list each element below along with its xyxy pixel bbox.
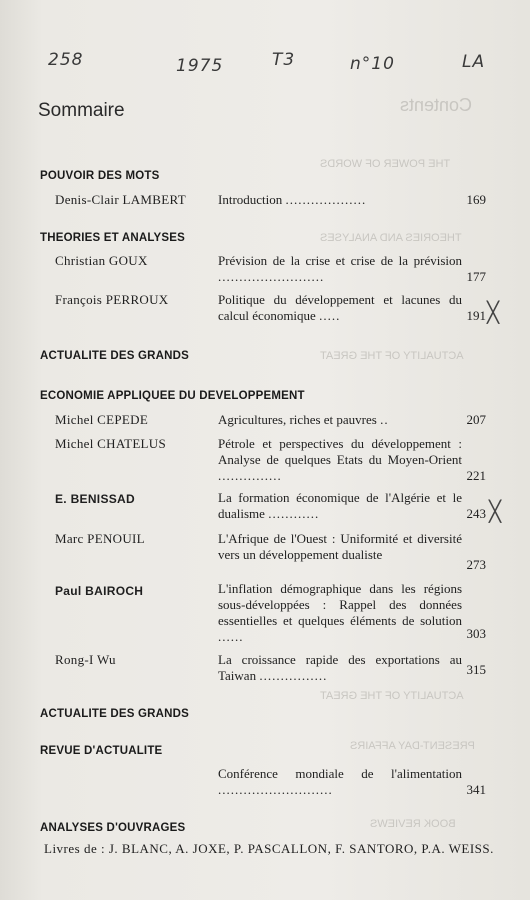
entry-title: L'Afrique de l'Ouest : Uniformité et diversité vers un développement dualiste [218,531,462,562]
entry-title: La formation économique de l'Algérie et le dualisme ............ [218,490,462,521]
bleed-through-text: THE POWER OF WORDS [320,158,451,170]
handwritten-number: 258 [48,50,84,70]
handwritten-reference: LA [462,52,486,72]
handwritten-volume: T3 [272,50,296,70]
entry-author: Paul BAIROCH [55,584,144,598]
entry-page: 303 [466,626,486,641]
section-heading: ACTUALITE DES GRANDS [40,708,190,720]
handwritten-check-mark: ╳ [487,300,500,324]
entry-page: 177 [466,269,486,284]
entry-page: 273 [466,557,486,572]
entry-title: Conférence mondiale de l'alimentation ........................... [218,766,462,797]
entry-page: 315 [466,662,486,677]
page-title: Sommaire [38,100,125,121]
section-heading: ECONOMIE APPLIQUEE DU DEVELOPPEMENT [40,390,305,402]
section-heading: POUVOIR DES MOTS [40,170,160,182]
entry-title: Introduction ................... [218,192,367,207]
entry-title: Politique du développement et lacunes du calcul économique ..... [218,292,462,323]
entry-author: Christian GOUX [55,253,148,268]
entry-author: Rong-I Wu [55,652,116,667]
book-reviews-list: Livres de : J. BLANC, A. JOXE, P. PASCALLON, F. SANTORO, P.A. WEISS. [44,841,494,856]
entry-author: Denis-Clair LAMBERT [55,192,186,207]
entry-title: Agricultures, riches et pauvres .. [218,412,389,427]
bleed-through-text: PRESENT-DAY AFFAIRS [350,740,475,752]
entry-author: Michel CHATELUS [55,436,167,451]
entry-page: 243 [466,506,486,521]
entry-title: Pétrole et perspectives du développement : Analyse de quelques Etats du Moyen-Orient ............... [218,436,462,483]
entry-author: Michel CEPEDE [55,412,149,427]
section-heading: THEORIES ET ANALYSES [40,232,186,244]
entry-page: 169 [466,192,486,207]
entry-page: 207 [466,412,486,427]
entry-page: 341 [466,782,486,797]
handwritten-year: 1975 [176,56,224,76]
bleed-through-text: ACTUALITY OF THE GREAT [320,690,464,702]
section-heading: ANALYSES D'OUVRAGES [40,822,186,834]
entry-author: François PERROUX [55,292,169,307]
entry-page: 191 [466,308,486,323]
section-heading: REVUE D'ACTUALITE [40,745,163,757]
entry-title: Prévision de la crise et crise de la prévision ......................... [218,253,462,284]
entry-author: E. BENISSAD [55,492,135,506]
entry-page: 221 [466,468,486,483]
handwritten-check-mark: ╳ [489,499,502,523]
section-heading: ACTUALITE DES GRANDS [40,350,190,362]
bleed-through-text: THEORIES AND ANALYSES [320,232,462,244]
entry-title: L'inflation démographique dans les régions sous-développées : Rappel des données essentielles et quelques éléments de solution ...... [218,581,462,644]
handwritten-issue: n°10 [350,54,395,74]
bleed-through-text: BOOK REVIEWS [370,818,456,830]
bleed-through-text: ACTUALITY OF THE GREAT [320,350,464,362]
bleed-through-text: Contents [400,95,473,115]
entry-author: Marc PENOUIL [55,531,145,546]
entry-title: La croissance rapide des exportations au Taiwan ................ [218,652,462,683]
